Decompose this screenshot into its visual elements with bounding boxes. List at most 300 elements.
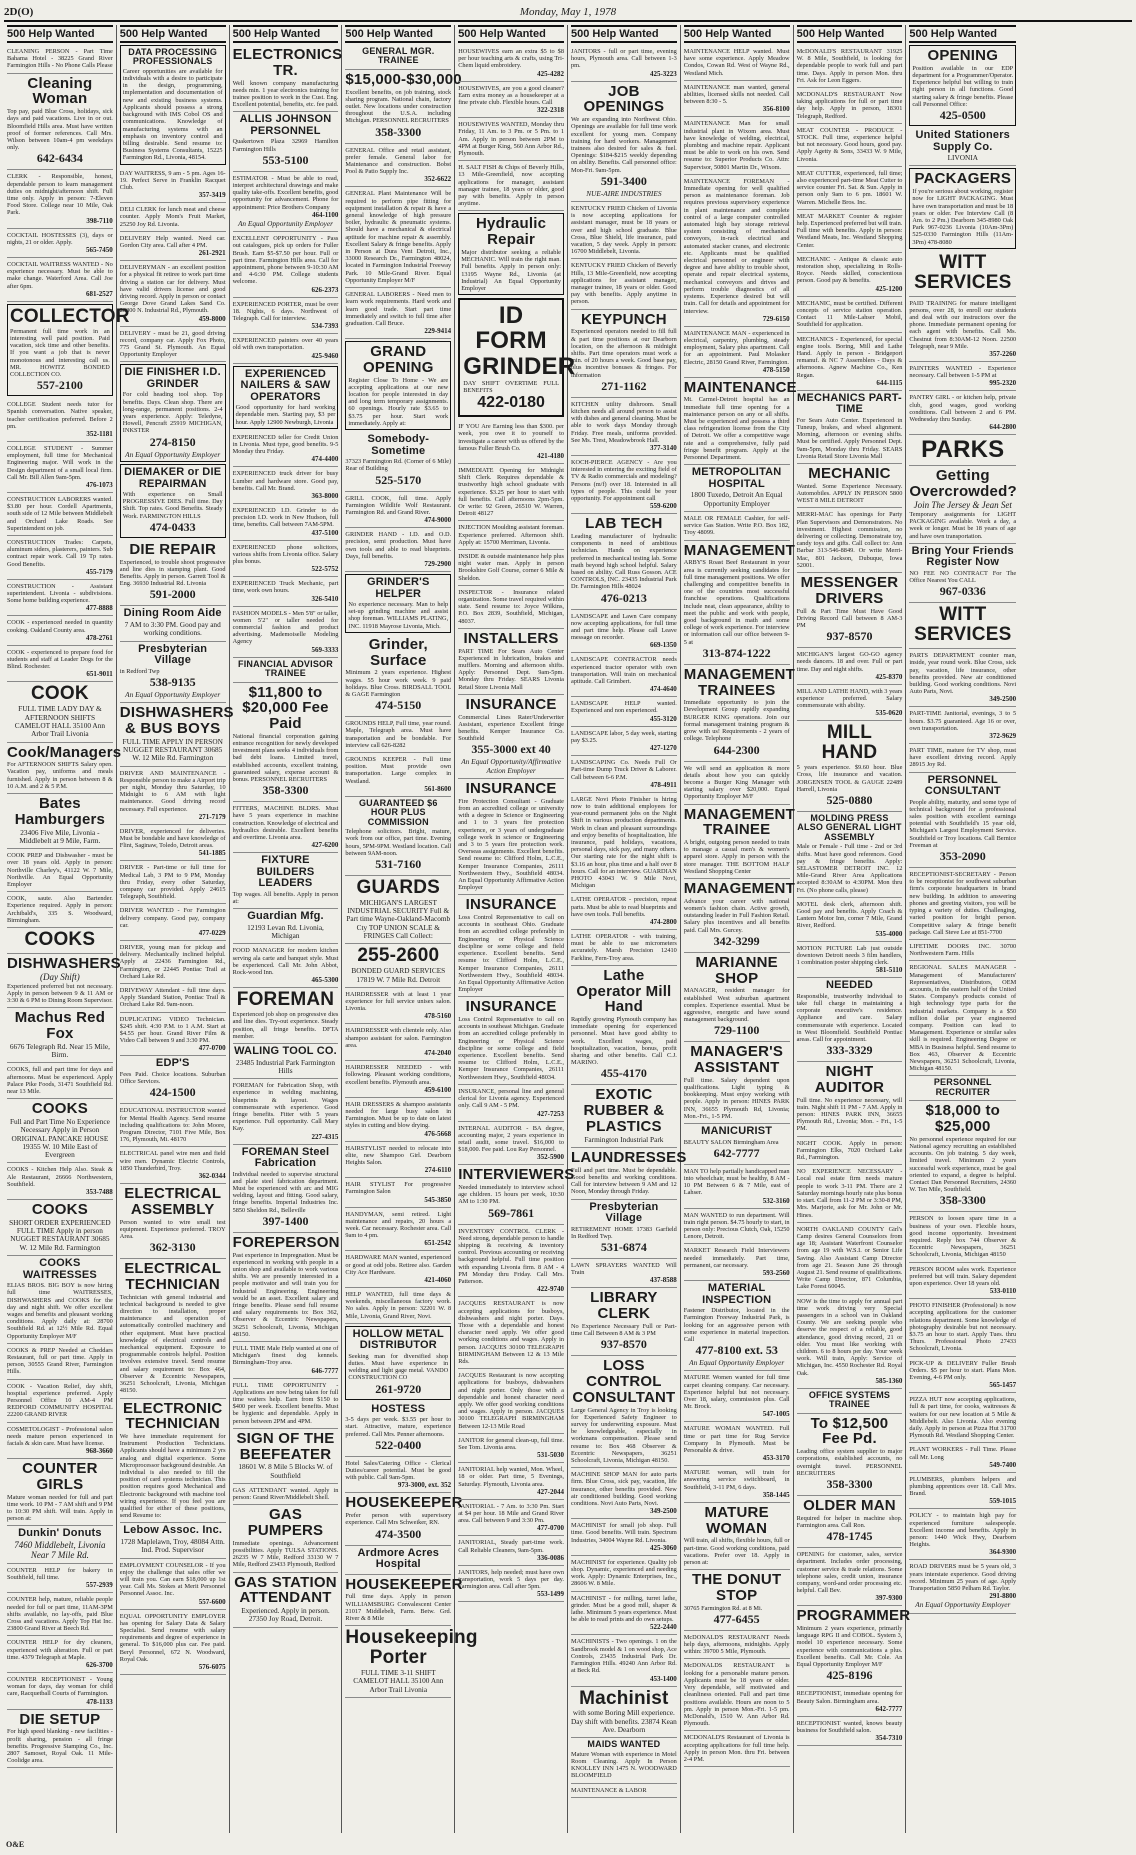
ad-body: 5 years experience. $9.60 hour. Blue Cross, life insurance and vacation. JORGENSEN TOOL & GAUGE 22489 Harrell, Livonia <box>796 764 903 793</box>
ad-body: COCKTAIL HOSTESSES (3), days or nights, 21 or older. Apply. <box>7 231 113 246</box>
classified-ad <box>458 45 564 82</box>
classified-ad <box>684 81 790 118</box>
ad-phone: 261-9720 <box>375 1381 422 1396</box>
classified-ad <box>797 167 903 210</box>
ad-body: 1728 Maplelawn, Troy, 48084 Attn. Ind. Prod. Supervisor <box>120 1536 225 1555</box>
ad-body: Excellent benefits, on job training, stock sharing program. National chain, factory outlet. New locations under construction throughout the U.S.A. including Michigan. PERSONNEL RECRUITERS <box>345 88 452 125</box>
classified-ad <box>7 1163 113 1200</box>
classified-ad <box>797 1687 903 1716</box>
classified-ad <box>7 1459 113 1526</box>
classified-ad <box>119 703 234 766</box>
classified-ad <box>684 465 790 512</box>
ad-phone: 271-7179 <box>198 812 226 821</box>
ad-body: MAINTENANCE HELP wanted. Must have some experience. Apply Meadow Condos, Cowan Rd. West of Wayne Rd., Westland Mich. <box>683 48 790 77</box>
ad-body: CONSTRUCTION - Assistant superintendent. Livonia - subdivisions. Some home building experience. <box>7 582 113 605</box>
ad-phone: 422-9740 <box>537 1285 564 1294</box>
ad-phone: 459-8000 <box>198 314 226 323</box>
ad-phone: 358-3300 <box>939 1193 986 1208</box>
ad-body: PARTS DEPARTMENT counter man, inside, year round work. Blue Cross, sick pay, vacation, life insurance, other benefits provided. New air conditioned building. Good working conditions. Novi Auto Parts, Novi. <box>909 652 1017 696</box>
classified-ad <box>7 892 113 928</box>
classified-ad <box>345 1288 451 1324</box>
ad-body: FOREMAN for Fabrication Shop, with experience in welding machining, blueprints & layout. Wages commensurate with experience. Good fringe benefits. Fitter with 5 years experience. Full opportunity. Call Mary Kay. <box>232 1082 339 1133</box>
classified-ad <box>120 1559 226 1610</box>
classified-ad <box>684 1570 790 1631</box>
ad-body: McDONALD'S RESTAURANT Needs help days, afternoons, midnights. Apply within: 39700 5 Mile, Plymouth. <box>683 1633 790 1656</box>
ad-body: INSPECTOR - Insurance related organization. Some travel required within state. Send resume to: Joyce Wilkins, P.O. Box 2839, Southfield, Michigan, 48037. <box>458 588 564 625</box>
classified-ad <box>909 297 1016 362</box>
ad-body: Loss Control Representative to call on accounts in southeast Ohio. Graduate from an accredited college preferably in Engineering or Physical Science discipline or some college and field experience. Excellent benefits. Send resume to: Clifford Holm, L.C.E., Kemper Insurance Companies, 26111 Northwestern Hwy., Southfield 48034. An Equal Opportunity Affirmative Action Employer <box>458 914 564 994</box>
ad-phone: 557-6600 <box>198 1597 226 1606</box>
classified-ad <box>233 504 339 541</box>
ad-headline: METROPOLITAN HOSPITAL <box>691 466 782 490</box>
ad-body: JANITORIAL, Steady part-time work. Call Reliable Cleaners, 9am-5pm. <box>458 1539 564 1554</box>
ad-phone: 557-2100 <box>36 378 83 393</box>
ad-body: COLLEGE Student needs tutor for Spanish conversation. Native speaker, teacher certification preferred. Before 2 pm. <box>7 401 113 430</box>
ad-body: For high speed blanking - new facilities - profit sharing, pension - all fringe benefits. Progressive Stamping Co., Inc. 2807 Samoset, Royal Oak. 11 Mile-Coolidge area. <box>7 1728 113 1765</box>
ad-phone: 274-8150 <box>149 434 196 449</box>
ad-headline: NIGHT AUDITOR <box>814 1063 885 1096</box>
ad-body: SHORT ORDER EXPERIENCED FULL TIME Apply in person NUGGET RESTAURANT 30685 W. 12 Mile Rd. Farmington <box>9 1217 111 1252</box>
ad-body: JANITORIAL help wanted, Mon. Wheel, 18 or older. Part time, 5 Evenings, Saturday. Plymouth, Livonia area. <box>458 1466 564 1488</box>
classified-ad <box>683 541 795 665</box>
classified-ad <box>7 1380 113 1423</box>
ad-phone: 474-4400 <box>311 455 339 464</box>
ad-phone: 557-2939 <box>85 1581 113 1590</box>
ad-body: PART-TIME Janitorial, evenings, 3 to 5 hours. $3.75 guaranteed. Age 16 or over, own transportation. <box>909 710 1017 732</box>
classified-ad <box>233 1145 339 1233</box>
ad-phone: 363-8000 <box>311 492 339 501</box>
ad-body: McDONALDS RESTAURANT is looking for a personable mature person. Applicants must be 18 years or older. Very dependable, self motivated and cleanliness oriented. Full and part time positions available. Hours are noon to 5 pm. Apply in person Mon.-Fri. 1-5 pm. McDonald's, 1510 W. Ann Arbor Rd. Plymouth. <box>683 1662 790 1728</box>
classified-ad <box>7 1256 113 1344</box>
ad-phone: 569-7861 <box>488 1205 535 1220</box>
ad-note: An Equal Opportunity/Affirmative Action Employer <box>461 757 561 775</box>
classified-ad <box>120 540 226 607</box>
classified-ad <box>684 762 790 805</box>
ad-body: COOKS & PREP Needed at Cheddars Restaurant, full or part time. Apply in person, 30555 Grand River, Farmington Hills. <box>7 1346 113 1376</box>
ad-phone: 427-1270 <box>649 744 677 753</box>
ad-body: Responsible, trustworthy individual to take full charge in maintaining a corporate executive's residence. Appliance and care. Salary commensurate with experience. Located in West Bloomfield. Southfield Pontiac areas. Call for appointment. <box>796 992 903 1043</box>
classified-ad <box>233 1233 339 1342</box>
classified-ad <box>7 398 113 442</box>
ad-phone: 626-3700 <box>85 1661 113 1670</box>
classified-ad <box>233 944 339 988</box>
classified-ad <box>120 464 226 538</box>
ad-note: NUE-AIRE INDUSTRIES <box>586 188 662 198</box>
classified-ad <box>233 577 339 606</box>
ad-phone: 322-2318 <box>537 106 564 115</box>
classified-ad <box>909 649 1016 707</box>
ad-phone: 937-8570 <box>600 1337 647 1352</box>
classified-ad <box>571 756 677 793</box>
classified-ad <box>684 45 790 81</box>
ad-body: Minimum 2 years experience. Highest wages. 55 hour work week. 9 paid holidays. Blue Cross. BIRDSALL TOOL & GAGE Farmington <box>345 669 452 698</box>
ad-phone: 421-4060 <box>424 1275 452 1284</box>
ad-body: JANITORS - full or part time, evening hours, Plymouth area. Call between 1-3 pm. <box>570 48 677 70</box>
ad-headline: MAINTENANCE <box>683 378 797 396</box>
ad-body: MCDONALD'S RESTAURANT Now taking applications for full or part time day help. Apply in person, 18301 Telegraph, Redford. <box>796 91 903 120</box>
classified-ad <box>797 1717 903 1746</box>
ad-body: KENTUCKY FRIED Chicken of Livonia is now accepting applications for assistant manager, must be 18 years or over and high school graduate. Blue Cross, Blue Shield, life insurance, paid vacation, 5 day week. Apply in person: 16700 Middlebelt, Livonia. <box>570 205 677 256</box>
ad-body: ROAD DRIVERS must be 5 years old, 3 years interstate experience. Good driving record. Minimum 25 years of age. Apply Transportation 5850 Pelham Rd. Taylor. <box>909 1563 1017 1593</box>
classified-ad <box>7 1099 113 1163</box>
classified-ad <box>909 391 1016 435</box>
classified-ad <box>684 953 790 1043</box>
ad-headline: Machus Red Fox <box>14 1009 106 1043</box>
ad-phone: 576-6075 <box>198 1663 226 1672</box>
ad-phone: 669-1350 <box>649 641 677 650</box>
ad-phone: 274-6110 <box>424 1166 452 1175</box>
ad-phone: 261-2921 <box>198 249 226 258</box>
classified-ad <box>458 1225 564 1298</box>
ad-phone: 355-3000 ext 40 <box>471 742 551 757</box>
ad-phone: 352-5900 <box>537 1153 564 1162</box>
classified-ad <box>797 1223 903 1295</box>
ad-body: FOOD MANAGER for modern kitchen serving ala carte and banquet style. Must be experienced. Call Mr. John Abbot, Rock-wood Inn. <box>232 947 339 977</box>
classified-ad <box>571 1592 677 1636</box>
classified-ad <box>571 893 677 930</box>
ad-phone: 364-9300 <box>989 1548 1017 1557</box>
ad-body: Experienced, to trouble shoot progressive and line dies in stamping plant. Good Benefits. Apply in person. Garrett Tool & Eng. 36930 Industrial Rd. Livonia <box>119 558 226 588</box>
classified-ad <box>233 802 339 853</box>
ad-body: COOK - experienced to prepare food for students and staff at Leader Dogs for the Blind. Rochester. <box>7 648 113 671</box>
classified-ad <box>233 1573 339 1628</box>
ad-body: CONSTRUCTION Trades: Carpets, aluminum siders, plasterers, painters. Sub contract repair work. Call 19 Tp rates. Good Benefits. <box>7 538 113 568</box>
classified-ad <box>120 1147 226 1184</box>
ad-headline: DIE SETUP <box>19 1710 101 1728</box>
ad-note: An Equal Opportunity Employer <box>125 689 221 699</box>
ad-body: No Experience Necessary Full or Part-time Call Between 8 AM & 3 PM <box>570 1322 677 1338</box>
classified-ad <box>7 1593 113 1636</box>
ad-body: DRIVER, young man for pickup and delivery. Mechanically inclined helpful. Apply at 22436 Farmington Rd., Farmington, or 22445 Pontiac Trail at Orchard Lake Rd. <box>119 944 226 980</box>
ad-headline: Lebow Assoc. Inc. <box>123 1524 223 1537</box>
ad-phone: 422-0180 <box>477 394 545 412</box>
ad-body: HARDWARE MAN wanted, experienced or good at odd jobs. Retiree also. Garden City Ace Hardware. <box>345 1254 452 1276</box>
classified-ad <box>458 1434 564 1463</box>
ad-body: Immediate opportunity to join the Development Group rapidly expanding BURGER KING operations. Join our formal management training program & grow with us! Requirements - 2 years of college. Telephone <box>683 699 790 743</box>
ad-body: We are expanding into Northwest Ohio. Openings are available for full time work excellent for young men. Company training for hard workers. Management trainees also desired for sales & fuel. Openings: $184-$215 weekly depending on ability. Benefits. Call personnel office: Mon-Fri. 9am-5pm. <box>570 116 677 174</box>
ad-headline: Cook/Managers <box>7 743 122 761</box>
classified-ad <box>571 610 677 654</box>
ad-phone: 427-7253 <box>537 1109 564 1118</box>
ad-body: MEAT CUTTER, experienced, full time; also experienced part-time Meat Cutter to service counter Fri. Sat. & Sun. Apply in person only 9am to 6 pm. 18601 W. Warren. Michelle Bros. Inc. <box>796 169 903 206</box>
ad-body: EXPERIENCED truck driver for busy Lumber and hardware store. Good pay, benefits. Call Mr. Brand. <box>232 470 339 492</box>
ad-body: For cold heading tool shop. Top benefits. Days. Clean shop. There are long-range, permanent positions. 2-4 years experience. Apply: Teledyne, Howell, Pencraft 25919 MICHIGAN, INKSTER <box>122 391 223 435</box>
ad-phone: 525-0880 <box>826 793 873 808</box>
ad-phone: 425-8370 <box>875 672 903 681</box>
ad-headline: INSURANCE <box>465 779 557 797</box>
ad-phone: 397-1400 <box>262 1213 309 1228</box>
classified-ad <box>233 1342 339 1379</box>
classified-ad <box>684 1731 790 1767</box>
ad-body: EXPERIENCED phone solicitors, various shifts from Livonia office. Salary plus bonus. <box>232 543 339 566</box>
classified-ad <box>909 961 1016 1076</box>
ad-headline: Hydraulic Repair <box>476 215 547 249</box>
classified-ad <box>909 1101 1016 1212</box>
ad-body: RECEPTIONIST-SECRETARY - Person to be receptionist for southwest suburban firm's corporate headquarters in brand new building. In addition to answering phones and greeting visitors, you will be typing a variety of duties. Challenging, varied position for bright person. Competitive salary & fringe benefit package. Call Steve Lee at 851-7700 <box>909 871 1017 936</box>
ad-headline: ALLIS JOHNSON PERSONNEL <box>239 113 332 137</box>
classified-ad <box>684 1042 790 1124</box>
ad-body: CLERK - Responsible, honest, dependable person to learn management duties on midnight/afternoon shift. Full time only. Apply in person: 7-Eleven Food Store. College near 10 Mile, Oak Park. <box>7 173 113 217</box>
ad-phone: 681-2527 <box>85 289 113 298</box>
ad-body: 6676 Telegraph Rd. Near 15 Mile, Birm. <box>9 1041 110 1060</box>
classified-ad <box>120 1184 226 1259</box>
classified-ad <box>120 825 226 862</box>
ad-body: COCKTAIL WAITRESS WANTED - No experience necessary. Must be able to make change. Waterford Area. Call Joe after 6pm. <box>7 260 113 290</box>
ad-phone: 535-0620 <box>875 709 903 718</box>
classified-ad <box>458 1165 575 1224</box>
ad-phone: 531-6874 <box>600 1240 647 1255</box>
ad-body: FULL TIME 3-11 SHIFT CAMELOT HALL 35100 Ann Arbor Trail Livonia <box>353 1668 444 1694</box>
classified-ad <box>345 1251 451 1288</box>
ad-body: COUNTER HELP for bakery in Southfield, full time. <box>7 1567 113 1582</box>
ad-body: COOKS, full and part time for days and afternoons. Must be experienced. Apply Palace Pike Foods, 31471 Southfield Rd. near 13 Mile. <box>7 1066 113 1096</box>
ad-phone: 453-1400 <box>649 1674 677 1683</box>
ad-phone: 474-5150 <box>375 698 422 713</box>
ad-body: EXPERIENCED PORTER, must be over 18. Nights, 6 days. Northwest of Telegraph. Call for interview. <box>232 300 339 322</box>
ad-body: MERRI-MAC has openings for Party Plan Supervisors and Demonstrators. No investment. Highest commission, no delivering or collecting. Demonstrate toy, candy toys and gifts. Call collect to: Ann Barbar 313-546-8849. Or write Merri-Mac, 801 Jackson, Dubuque, Iowa 52001. <box>796 511 903 569</box>
classified-ad <box>571 793 677 894</box>
classified-ad <box>345 1061 451 1098</box>
ad-body: Temporary assignments for LIGHT PACKAGING available. Work a day, a week or longer. Must be 18 years of age and have own transportation. <box>909 510 1017 540</box>
classified-ad <box>797 210 903 253</box>
classified-ad <box>120 261 226 326</box>
classified-ad <box>571 1356 677 1468</box>
ad-body: FASHION MODELS - Men 5'8" or taller, women 5'2" or taller needed for commercial fashion and product advertising. Mademoiselle Modeling Agency <box>232 609 339 646</box>
ad-phone: 522-2440 <box>649 1623 677 1632</box>
ad-body: H. SALT FISH & Chips of Beverly Hills, 13 Mile-Greenfield, now accepting applications for manager, assistant manager trainee, 18 years or older, good pay with benefits. Apply in person anytime. <box>458 164 564 208</box>
classified-ad <box>345 988 451 1025</box>
ad-body: EQUAL OPPORTUNITY EMPLOYER has opening for Salary Data & Salary Specialist. Send resume with salary requirements and degree of experience in general. To $16,000 plus car. Fee paid. Beryl Personnel, 672 N. Woodward, Royal Oak. <box>119 1612 226 1663</box>
classified-ad <box>797 464 903 508</box>
ad-body: INTERNAL AUDITOR - BA degree, accounting major, 2 years experience in retail audit, some travel. $16,000 to $18,000. Fee paid. Lou Ray Personnel. <box>458 1124 564 1154</box>
ad-body: 23406 Five Mile, Livonia - Middlebelt at 9 Mile, Farm. <box>19 827 101 845</box>
classified-ad <box>909 435 1016 466</box>
ad-body: DRIVER, experienced for deliveries. Must be bondable and have knowledge of Flint, Saginaw, Toledo, Detroit areas. <box>119 827 226 850</box>
classified-ad <box>797 978 903 1062</box>
ad-phone: 535-4000 <box>875 929 903 938</box>
classified-ad <box>233 232 339 297</box>
ad-body: MOTEL desk clerk, afternoon shift. Good pay and benefits. Apply Coach & Lantern Motor Inn, corner 7 Mile, Grand River, Redford. <box>796 900 903 930</box>
ad-body: CONSTRUCTION LABORERS wanted. $3.80 per hour. Cordell Apartments, south side of 12 Mile between Middlebelt and Orchard Lake Roads. See Superintendent on job. <box>7 495 113 532</box>
ad-body: For Sears Auto Center. Experienced in Tuneup, brakes, and wheel alignment. Morning, afternoon or evening shifts. Must be certified. Apply Personnel Dept. 9am-5pm, Monday thru Friday. SEARS Livonia Retail Store Livonia Mall <box>796 416 903 460</box>
ad-body: LARGE Novi Photo Finisher is hiring now to train additional employees for year-round permanent jobs on the Night Shift in various production departments. Work in clean and pleasant surroundings and enjoy benefits of hospitalization, life insurance, paid holidays, vacations, personal days, sick pay, and many others. Our starting rate for the night shift is $3.16 an hour, plus time and a half over 8 hours. Call for an interview. GUARDIAN PHOTO 43043 W. 9 Mile Novi, Michigan <box>570 795 677 890</box>
classified-ad <box>458 1085 564 1122</box>
classified-ad <box>345 1178 451 1207</box>
ad-headline: Getting Overcrowded? <box>909 467 1017 501</box>
ad-phone: 525-5170 <box>375 472 422 487</box>
ad-body: National financial corporation gaining entrance recognition for newly developed investment plans seeks 4 individuals from bad debt loans. Limited travel, established accounts, excellent training, guaranteed salary, expense account & bonus. PERSONNEL RECRUITERS <box>232 732 339 784</box>
classified-ad <box>120 941 226 984</box>
ad-note: An Equal Opportunity Employer <box>237 218 334 228</box>
ad-phone: 326-5410 <box>311 594 339 603</box>
ad-body: McDONALD'S RESTAURANT 31925 W. 8 Mile, Southfield, is looking for dependable people to work full and part time. Days. Apply in person Mon. thru Fri. Ask for Leon Eggers. <box>796 48 903 84</box>
ad-body: OPENING for customer, sales, service department. Includes order processing, customer service & trade relations. Some telephone sales, credit union, insurance company, word-and order processing etc. helpful. Call Bev. <box>796 1551 903 1595</box>
ad-body: Full time. No experience necessary, will train. Night shift 11 PM - 7 AM. Apply in person: HINES PARK INN, 36655 Plymouth Rd., Livonia; Mon. - Fri., 1-5 PM. <box>796 1096 903 1133</box>
classified-ad <box>571 1635 677 1686</box>
classified-ad <box>797 88 903 124</box>
ad-body: MAINTENANCE man wanted, general abilities, licensed skills not needed. Call between 8:30 - 5. <box>683 83 790 106</box>
classified-column <box>455 25 576 1833</box>
ad-headline: MATERIAL INSPECTION <box>702 1282 772 1306</box>
ad-headline: ELECTRICAL ASSEMBLY <box>124 1185 222 1218</box>
ad-body: EXPERIENCED Truck Mechanic, part time, work own hours. <box>232 580 339 595</box>
ad-body: LAWN SPRAYERS WANTED Will Train <box>570 1262 677 1277</box>
classified-ad <box>233 431 339 468</box>
ad-body: Experienced operators needed to fill full & part time positions at our Dearborn location, on the afternoon & midnight shifts. Part time operators must work a min. of 20 hours a week. Good base pay, plus incentive bonuses & fringes. For information <box>570 328 677 379</box>
ad-headline: MECHANIC <box>808 465 891 483</box>
masthead <box>4 4 1132 22</box>
classified-ad <box>797 508 903 573</box>
ad-body: LATHE OPERATOR - precision, repeat parts. Must be able to read blueprints and have own tools. Full benefits. <box>570 896 677 918</box>
ad-headline: COOKS <box>24 929 96 951</box>
classified-ad <box>233 1484 339 1505</box>
ad-phone: 352-1181 <box>86 429 113 438</box>
ad-body: DUPLICATING VIDEO Technician. $245 shift. 4:30 P.M. to 1 A.M. Start at $4.55 per hour. Grand River Film & Video Call between 9 and 3:30 PM. <box>119 1015 226 1045</box>
ad-body: COUNTER help, mature, reliable people needed for full or part time, 11AM-3PM shifts available, no lay-offs, paid Blue Cross and vacations. Apply Top Hat Inc. 23800 Grand River at Beech Rd. <box>7 1596 113 1633</box>
classified-ad <box>684 1124 790 1165</box>
ad-phone: 425-3223 <box>649 69 677 78</box>
classified-ad <box>345 635 451 717</box>
ad-body: LANDSCAPE labor, 5 day week, starting pay $3.25. <box>570 729 677 744</box>
ad-body: MECHANIC - Antique & classic auto restoration shop, specializing in Rolls-Royce. Needs skilled, conscientious person. Good pay & benefits. <box>796 255 903 285</box>
classified-ad <box>233 112 339 172</box>
classified-ad <box>797 1165 903 1222</box>
ad-body: COOK - Vacation Relief, day shift, hospital experience preferred. Apply Personnel Office 10 AM-4 PM REDFORD COMMUNITY HOSPITAL 22200 GRAND RIVER <box>7 1382 113 1419</box>
classified-ad <box>458 464 564 521</box>
ad-headline: DISHWASHERS <box>7 954 121 972</box>
ad-body: FULL TIME APPLY IN PERSON NUGGET RESTAURANT 30685 W. 12 Mile Rd. Farmington <box>122 736 223 763</box>
ad-phone: 474-4640 <box>649 685 677 694</box>
ad-phone: 476-0213 <box>600 590 647 605</box>
ad-body: MATURE Women wanted for full time carpet cleaning company. Car necessary. Experience helpful but not necessary. Over 18, salary, commission plus. Call Mr. Brock. <box>683 1374 790 1411</box>
ad-body: MAINTENANCE FOREMAN - Immediate opening for well qualified person as maintenance foreman. Job requires previous supervisory experience in plant maintenance and complete control of a large computer controlled automated high bay storage retrieval system consisting of mechanical conveyors, in-rack electrical and automated stacker cranes, and electronic etc. Applicants must be qualified electrical personnel or engineer with degree and have ability to trouble shoot, operate and repair electrical systems, mechanical conveyors and drives and perform trouble diagnostics of all systems. Experience desired but will train. Call for details and appointment for interview. <box>683 177 790 315</box>
classified-ad <box>345 1546 451 1575</box>
ad-body: COOKS - Kitchen Help Also. Steak & Ale Restaurant, 26666 Northwestern, Southfield. <box>7 1166 113 1188</box>
ad-headline: WITT SERVICES <box>914 251 1012 293</box>
ad-body: MARKET Research Field Interviewers needed immediately. Part time, permanent, car necessary. <box>683 1247 790 1269</box>
ad-body: KENTUCKY FRIED Chicken of Beverly Hills, 13 Mile-Greenfield, now accepting applications for assistant manager, manager trainee, 18 years or older. Good pay with benefits. Apply anytime in person. <box>570 262 677 306</box>
ad-body: GAS ATTENDANT wanted. Apply in person: Grand River/Middlebelt Shell. <box>232 1486 339 1502</box>
ad-headline: HOUSEKEEPER <box>345 1494 463 1512</box>
classified-column <box>906 25 1019 1833</box>
ad-phone: 477-0700 <box>537 1524 564 1533</box>
classified-ad <box>120 984 226 1013</box>
classified-ad <box>7 229 113 258</box>
ad-phone: 651-9011 <box>86 670 113 679</box>
classified-ad <box>458 213 564 295</box>
ad-phone: 644-2300 <box>713 742 760 757</box>
ad-headline: FOREMAN Steel Fabrication <box>241 1145 330 1170</box>
ad-headline: PERSONNEL RECRUITER <box>933 1077 992 1097</box>
classified-ad <box>120 861 226 904</box>
classified-ad <box>345 288 451 339</box>
ad-body: COSMETOLOGIST - Professional salon needs mature person experienced in facials & skin care. Must have license. <box>7 1425 113 1447</box>
ad-body: Mature Woman with experience in Motel Room Cleaning. Apply In Person KNOLLEY INN 1475 N. WOODWARD BLOOMFIELD <box>570 1750 677 1780</box>
classified-ad <box>797 333 903 391</box>
classified-ad <box>345 876 451 944</box>
classified-ad <box>797 648 903 685</box>
ad-body: PAID TRAINING for mature intelligent persons, over 28, to enroll our students and deal with our instructors over the phone. Immediate permanent opening for each agent with benefits. Call Ms. Chestnut from 8:30AM-12 Noon. 22500 Telegraph, near 9 Mile. <box>909 299 1017 350</box>
ad-phone: 291-8800 <box>989 1592 1017 1601</box>
ad-body: Individual needed to supervise structural and plate steel fabrication department. Must be experienced with arc and MIG welding, layout and fitting. Good salary, fringe benefits. Imperial Industries Inc. 5850 Sheldon Rd., Belleville <box>232 1170 339 1214</box>
ad-headline: MANAGER'S ASSISTANT <box>690 1043 784 1077</box>
ad-phone: 642-6434 <box>36 151 83 166</box>
ad-phone: 425-8196 <box>826 1668 873 1683</box>
ad-body: EXPERIENCED teller for Credit Union in Livonia. Must type, good benefits. 9-5 Monday thru Friday. <box>232 433 339 456</box>
classified-ad <box>797 45 903 88</box>
ad-headline: GRINDER'S HELPER <box>367 575 430 600</box>
ad-phone: 729-1100 <box>714 1023 760 1038</box>
classified-ad <box>909 603 1016 649</box>
ad-body: No experience necessary. Man to help set-up grinding machine and assist shop foreman. WILLIAMS PLATING, INC. 11918 Mayrose Livonia, Mich. <box>348 601 449 630</box>
ad-headline: OFFICE SYSTEMS TRAINEE <box>808 1389 891 1410</box>
ad-phone: 455-7179 <box>85 567 113 576</box>
classified-ad <box>7 170 113 228</box>
classified-ad <box>571 727 677 756</box>
classified-ad <box>7 442 113 493</box>
classified-ad <box>684 512 790 541</box>
ad-body: MOTION PICTURE Lab just outside downtown Detroit needs 3 film handlers, 1 combination poster shipping clerk. <box>796 944 903 966</box>
classified-ad <box>909 1473 1016 1510</box>
ad-phone: 358-1445 <box>762 1490 790 1499</box>
ad-phone: 559-1015 <box>989 1497 1017 1506</box>
ad-body: 23485 Industrial Park Farmington Hills <box>235 1057 336 1075</box>
ad-headline: LIBRARY CLERK <box>590 1289 658 1323</box>
classified-ad <box>797 297 903 333</box>
ad-headline: DIEMAKER or DIE REPAIRMAN <box>124 465 222 490</box>
ad-phone: 651-2542 <box>424 1239 452 1248</box>
classified-ad <box>233 683 339 803</box>
ad-body: ELECTRICAL panel wire men and field wire men. Dynamic Electric Controls, 1850 Thunderbird, Troy. <box>119 1150 226 1172</box>
ad-phone: 362-3130 <box>149 1240 196 1255</box>
ad-body: Fees Paid. Choice locations. Suburban Office Services. <box>119 1071 226 1086</box>
ad-phone: 531-7160 <box>375 856 422 871</box>
ad-body: With experience on Small PROGRESSIVE DIES. Full time. Day Shift. Top rates. Good Benefits. Steady Work. FARMINGTON HILLS <box>122 491 223 520</box>
column-header: 500 Help Wanted <box>684 25 790 43</box>
ad-headline: COOKS <box>31 1100 88 1118</box>
classified-ad <box>120 767 226 825</box>
ad-body: 18601 W. 8 Mile 5 Blocks W. of Southfield <box>238 1462 333 1480</box>
classified-column <box>681 25 797 1833</box>
classified-ad <box>7 1063 113 1099</box>
column-header: 500 Help Wanted <box>458 25 564 43</box>
ad-headline: To $12,500 Fee Pd. <box>810 1414 889 1448</box>
classified-ad <box>458 1369 564 1434</box>
classified-columns <box>4 25 1132 1833</box>
ad-headline: PARKS <box>921 436 1005 464</box>
classified-ad <box>909 1357 1016 1394</box>
issue-date: Monday, May 1, 1978 <box>519 6 617 18</box>
ad-body: MALE OR FEMALE Cashier, for self-service Gas Station. Write P.O. Box 182, Troy 48099. <box>683 514 790 537</box>
ad-headline: FOREPERSON <box>232 1233 340 1251</box>
classified-ad <box>909 773 1016 869</box>
ad-headline: GUARANTEED $6 HOUR PLUS COMMISSION <box>358 797 438 827</box>
ad-body: NIGHT COOK. Apply in person: Farmington Elks, 7020 Orchard Lake Rd., Farmington. <box>796 1139 903 1162</box>
classified-ad <box>345 753 451 797</box>
classified-ad <box>797 942 903 979</box>
ad-headline: MECHANICS PART-TIME <box>797 391 902 416</box>
classified-ad <box>458 1297 564 1369</box>
ad-body: PLANT WORKERS - Full Time. Please call Mr. Long <box>909 1446 1017 1461</box>
classified-ad <box>120 1056 226 1104</box>
ad-body: with some Boring Mill experience. Day shift with benefits. 23874 Kean Ave. Dearborn <box>570 1708 677 1735</box>
ad-body: COOK - experienced needed in quantity cooking. Oakland County area. <box>7 619 113 634</box>
ad-body: We will send an application & more details about how you can quickly become a Burger King Manager with starting salary over $20,000. Equal Opportunity Employer M/F <box>683 764 790 801</box>
ad-body: PLUMBERS, plumbers helpers and plumbing apprentices over 18. Call Mrs. Brand. <box>909 1475 1017 1498</box>
ad-headline: NEEDED <box>825 979 873 992</box>
classified-ad <box>458 550 564 586</box>
ad-headline: INSURANCE <box>465 695 557 713</box>
